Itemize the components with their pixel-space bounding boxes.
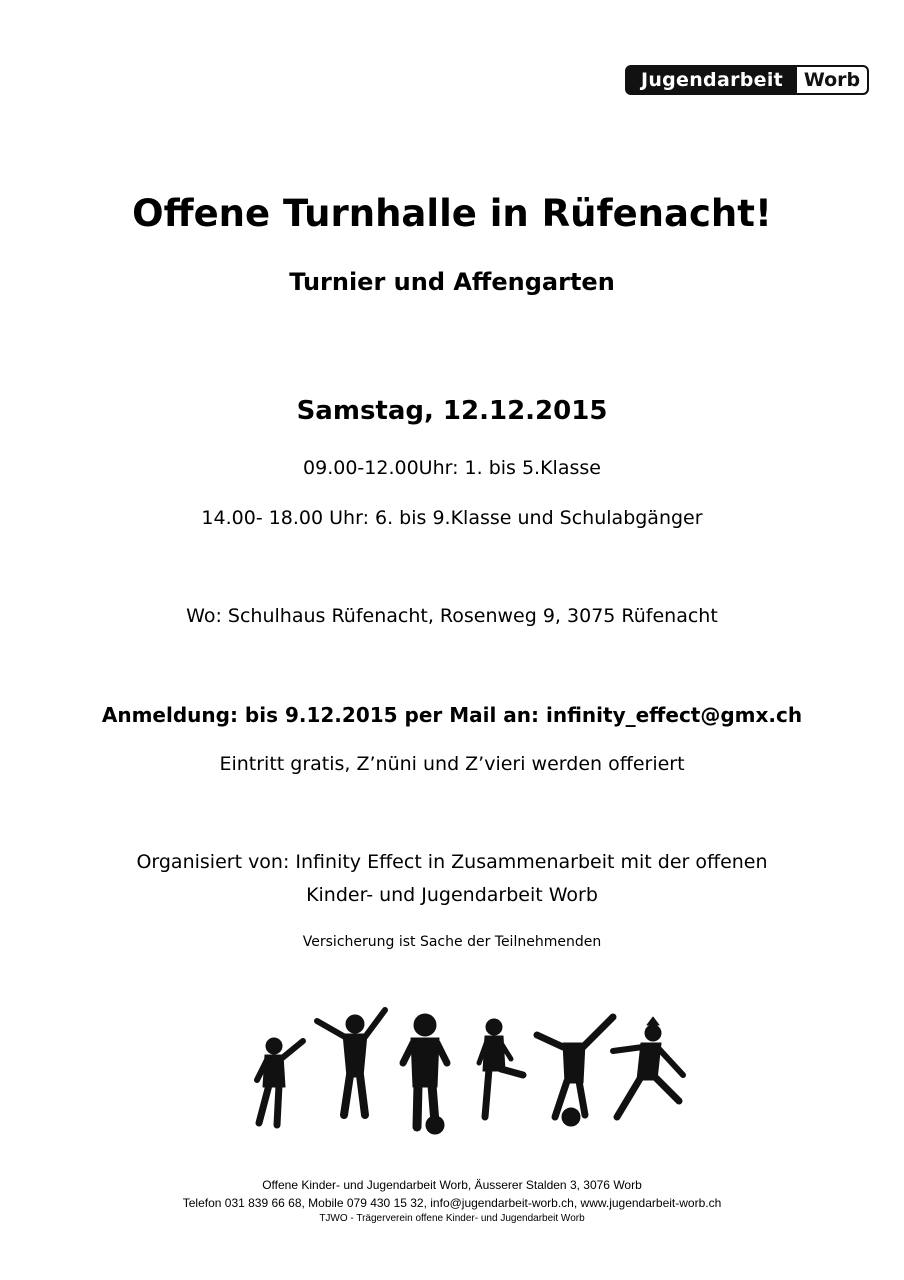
silhouette-figure-ball [403,1014,447,1134]
time-slot-2: 14.00- 18.00 Uhr: 6. bis 9.Klasse und Schulabgänger [201,507,703,529]
silhouette-figure-pointing [257,1038,303,1125]
footer-organization: TJWO - Trägerverein offene Kinder- und Jugendarbeit Worb [319,1213,585,1224]
footer-contact: Telefon 031 839 66 68, Mobile 079 430 15 32, info@jugendarbeit-worb.ch, www.jugendarbeit-worb.ch [182,1196,722,1210]
silhouette-figures-illustration [245,1005,690,1140]
page-title: Offene Turnhalle in Rüfenacht! [132,192,772,235]
event-date: Samstag, 12.12.2015 [296,396,608,426]
silhouette-figure-arms-up [317,1010,385,1115]
subtitle: Turnier und Affengarten [289,268,615,296]
entry-info: Eintritt gratis, Z’nüni und Z’vieri werden offeriert [219,753,685,775]
silhouette-figure-cartwheel [537,1017,613,1126]
location: Wo: Schulhaus Rüfenacht, Rosenweg 9, 3075 Rüfenacht [186,605,718,627]
logo-jugendarbeit-worb [625,65,869,95]
silhouette-figure-kicking [479,1019,523,1117]
silhouette-figure-jumping [613,1017,683,1117]
insurance-note: Versicherung ist Sache der Teilnehmenden [302,934,602,950]
logo-right-text: Worb [797,67,867,93]
footer-address: Offene Kinder- und Jugendarbeit Worb, Äusserer Stalden 3, 3076 Worb [262,1178,642,1192]
organizer-line-2: Kinder- und Jugendarbeit Worb [306,884,598,906]
registration-info: Anmeldung: bis 9.12.2015 per Mail an: infinity_effect@gmx.ch [101,703,803,727]
logo-left-text: Jugendarbeit [640,69,784,91]
organizer-line-1: Organisiert von: Infinity Effect in Zusammenarbeit mit der offenen [136,851,768,873]
time-slot-1: 09.00-12.00Uhr: 1. bis 5.Klasse [303,457,601,479]
